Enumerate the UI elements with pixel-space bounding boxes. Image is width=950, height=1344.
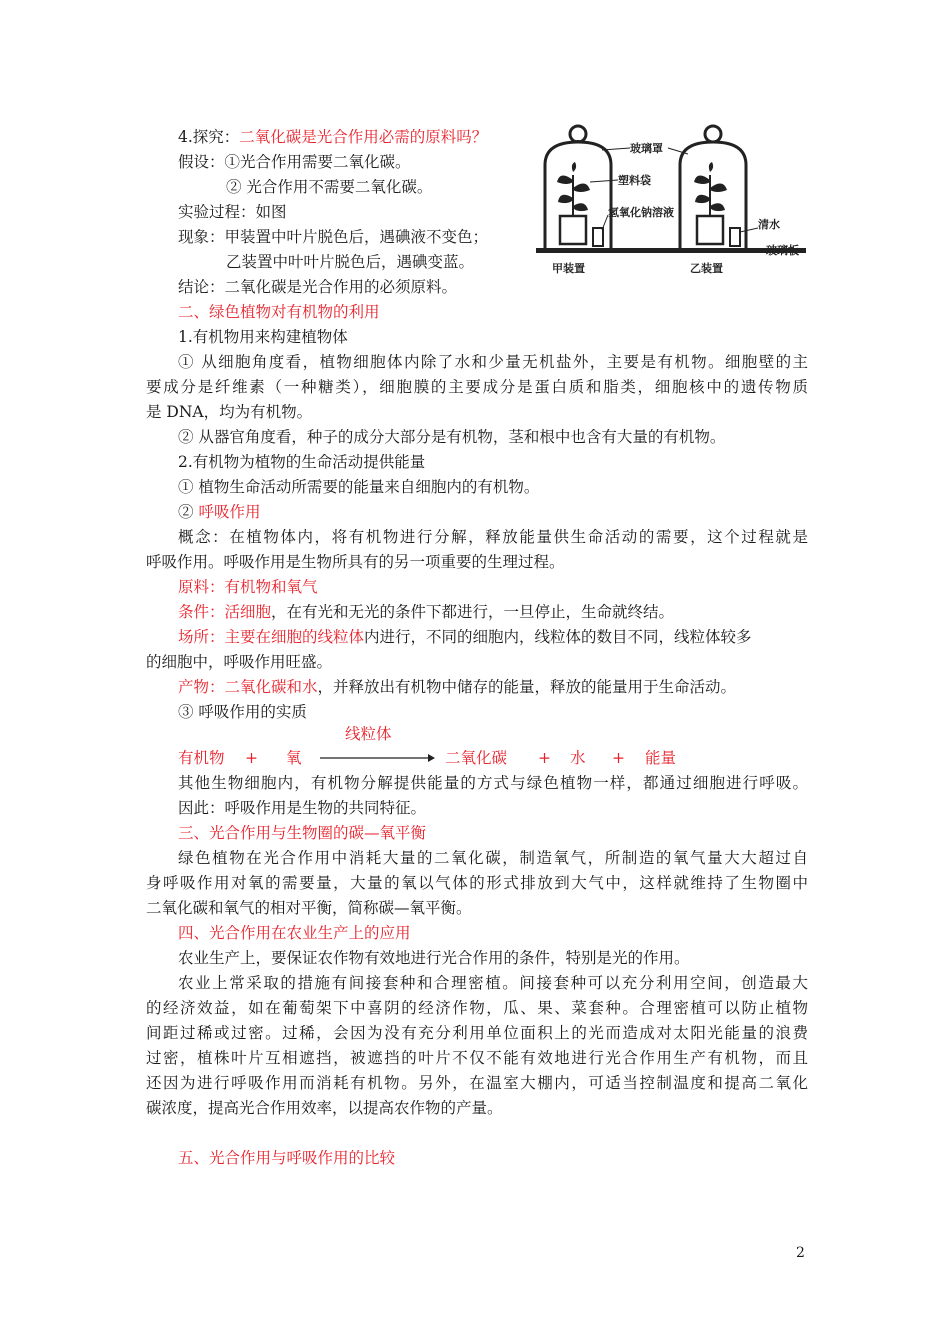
eq-arrow — [320, 752, 435, 764]
eq-organic: 有机物 — [178, 749, 225, 767]
concept-l1: 概念：在植物体内，将有机物进行分解，释放能量供生命活动的需要，这个过程就是 — [178, 528, 808, 546]
section4b-l4: 间距过稀或过密。过稀，会因为没有充分利用单位面积上的光而造成对太阳光能量的浪费 — [146, 1024, 808, 1042]
other-organisms-l1: 其他生物细胞内，有机物分解提供能量的方式与绿色植物一样，都通过细胞进行呼吸。 — [178, 774, 808, 792]
label-plastic-bag: 塑料袋 — [618, 174, 651, 187]
section4-title: 4.探究：二氧化碳是光合作用必需的原料吗？ — [178, 128, 488, 146]
product: 产物：二氧化碳和水，并释放出有机物中储存的能量，释放的能量用于生命活动。 — [178, 678, 737, 696]
conclusion: 结论：二氧化碳是光合作用的必须原料。 — [178, 278, 458, 296]
eq-oxygen: 氧 — [286, 749, 302, 767]
eq-plus-3: + — [612, 749, 625, 767]
section2-sub1: 1.有机物用来构建植物体 — [178, 328, 348, 346]
place: 场所：主要在细胞的线粒体内进行，不同的细胞内，线粒体的数目不同，线粒体较多 — [178, 628, 752, 646]
label-device-a: 甲装置 — [552, 262, 585, 275]
eq-plus-2: + — [538, 749, 551, 767]
page-number: 2 — [796, 1245, 805, 1261]
label-water: 清水 — [758, 218, 780, 231]
section5-heading: 五、光合作用与呼吸作用的比较 — [178, 1149, 396, 1167]
water-beaker — [730, 228, 740, 246]
respiration-title: ② 呼吸作用 — [178, 503, 261, 521]
label-glass-plate: 玻璃板 — [766, 244, 799, 257]
place-l2: 的细胞中，呼吸作用旺盛。 — [146, 653, 333, 671]
eq-over-arrow: 线粒体 — [345, 725, 392, 743]
phenomenon-1: 现象：甲装置中叶片脱色后，遇碘液不变色； — [178, 228, 489, 246]
section4b-l7: 碳浓度，提高光合作用效率，以提高农作物的产量。 — [146, 1099, 503, 1117]
section3-heading: 三、光合作用与生物圈的碳—氧平衡 — [178, 824, 427, 842]
concept-l2: 呼吸作用。呼吸作用是生物所具有的另一项重要的生理过程。 — [146, 553, 565, 571]
material: 原料：有机物和氧气 — [178, 578, 318, 596]
other-organisms-l2: 因此：呼吸作用是生物的共同特征。 — [178, 799, 427, 817]
eq-plus-1: + — [245, 749, 258, 767]
paragraph-cell-l3: 是 DNA，均为有机物。 — [146, 403, 313, 421]
section3-l3: 二氧化碳和氧气的相对平衡，简称碳—氧平衡。 — [146, 899, 472, 917]
eq-energy: 能量 — [645, 749, 677, 767]
phenomenon-2: 乙装置中叶叶片脱色后，遇碘变蓝。 — [226, 253, 475, 271]
eq-water: 水 — [570, 749, 586, 767]
condition: 条件：活细胞，在有光和无光的条件下都进行，一旦停止，生命就终结。 — [178, 603, 675, 621]
section2-heading: 二、绿色植物对有机物的利用 — [178, 303, 380, 321]
plant-a — [557, 162, 590, 244]
section3-l1: 绿色植物在光合作用中消耗大量的二氧化碳，制造氧气，所制造的氧气量大大超过自 — [178, 849, 808, 867]
paragraph-cell-l2: 要成分是纤维素（一种糖类），细胞膜的主要成分是蛋白质和脂类，细胞核中的遗传物质 — [146, 378, 808, 396]
label-device-b: 乙装置 — [690, 262, 723, 275]
plant-b — [694, 162, 727, 244]
label-naoh: 氢氧化钠溶液 — [608, 206, 674, 219]
section2-sub2: 2.有机物为植物的生命活动提供能量 — [178, 453, 426, 471]
paragraph-cell-l1: ① 从细胞角度看，植物细胞体内除了水和少量无机盐外，主要是有机物。细胞壁的主 — [178, 353, 808, 371]
section4b-heading: 四、光合作用在农业生产上的应用 — [178, 924, 411, 942]
section4b-l6: 还因为进行呼吸作用而消耗有机物。另外，在温室大棚内，可适当控制温度和提高二氧化 — [146, 1074, 808, 1092]
hypothesis-2: ② 光合作用不需要二氧化碳。 — [226, 178, 433, 196]
paragraph-energy-source: ① 植物生命活动所需要的能量来自细胞内的有机物。 — [178, 478, 540, 496]
essence: ③ 呼吸作用的实质 — [178, 703, 307, 721]
section4b-l3: 的经济效益，如在葡萄架下中喜阴的经济作物，瓜、果、菜套种。合理密植可以防止植物 — [146, 999, 808, 1017]
paragraph-organ: ② 从器官角度看，种子的成分大部分是有机物，茎和根中也含有大量的有机物。 — [178, 428, 726, 446]
experiment-diagram — [530, 120, 840, 280]
section4b-l5: 过密，植株叶片互相遮挡，被遮挡的叶片不仅不能有效地进行光合作用生产有机物，而且 — [146, 1049, 808, 1067]
section4b-l1: 农业生产上，要保证农作物有效地进行光合作用的条件，特别是光的作用。 — [178, 949, 690, 967]
hypothesis-1: 假设：①光合作用需要二氧化碳。 — [178, 153, 411, 171]
label-glass-cover: 玻璃罩 — [630, 142, 663, 155]
section3-l2: 身呼吸作用对氧的需要量，大量的氧以气体的形式排放到大气中，这样就维持了生物圈中 — [146, 874, 808, 892]
section4b-l2: 农业上常采取的措施有间接套种和合理密植。间接套种可以充分利用空间，创造最大 — [178, 974, 808, 992]
naoh-beaker — [593, 228, 603, 246]
eq-co2: 二氧化碳 — [445, 749, 508, 767]
experiment-process: 实验过程：如图 — [178, 203, 287, 221]
